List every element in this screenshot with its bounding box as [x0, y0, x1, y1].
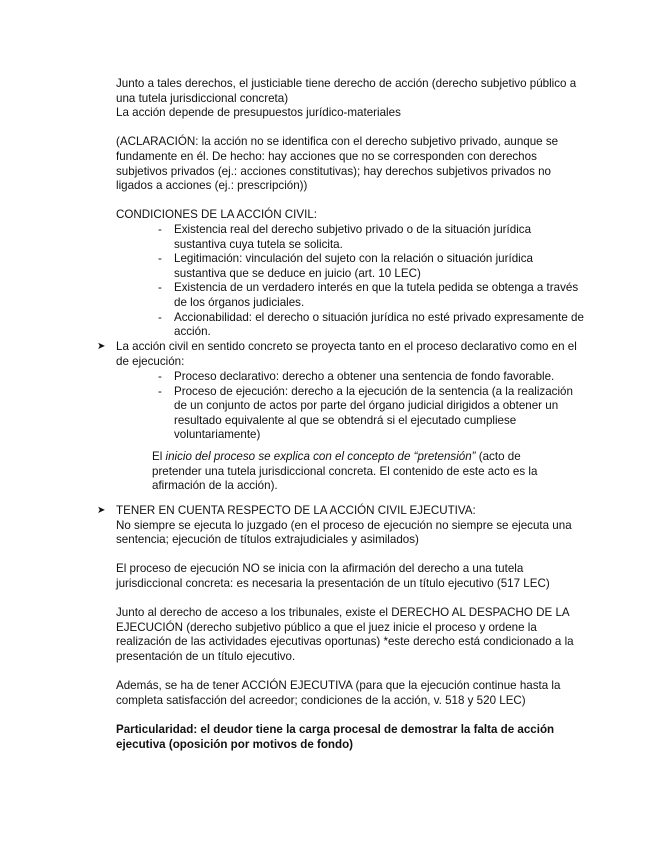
note-italic: inicio del proceso se explica con el concepto de “pretensión” — [165, 450, 476, 463]
list-item: - Existencia real del derecho subjetivo privado o de la situación jurídica sustantiva cuya tutela se solicita. — [158, 223, 532, 251]
intro-paragraph: Junto a tales derechos, el justiciable tiene derecho de acción (derecho subjetivo público a una tutela jurisdiccional concreta) — [116, 77, 577, 105]
ejecutiva-p3: Junto al derecho de acceso a los tribunales, existe el DERECHO AL DESPACHO DE LA EJECUCIÓN (derecho subjetivo público a que el juez inicie el proceso y ordene la realización de las actividades ejecutivas oportunas) *este derecho está condicionado a la presentación de un título ejecutivo. — [116, 606, 574, 663]
ejecutiva-p2: El proceso de ejecución NO se inicia con la afirmación del derecho a una tutela jurisdiccional concreta: es necesaria la presentación de un título ejecutivo (517 LEC) — [116, 562, 550, 590]
condiciones-list — [158, 223, 586, 340]
note-prefix: El — [152, 450, 166, 463]
arrow-bullet-icon: ➤ — [97, 341, 106, 352]
particularidad-paragraph: Particularidad: el deudor tiene la carga procesal de demostrar la falta de acción ejecutiva (oposición por motivos de fondo) — [116, 722, 555, 751]
ejecutiva-heading: TENER EN CUENTA RESPECTO DE LA ACCIÓN CIVIL EJECUTIVA: — [116, 504, 476, 517]
list-item: - Proceso de ejecución: derecho a la ejecución de la sentencia (a la realización de un conjunto de actos por parte del órgano judicial dirigidos a obtener un resultado equivalente al que se obtendrá si el ejecutado cumpliese voluntariamente) — [158, 384, 573, 442]
aclaracion-paragraph: (ACLARACIÓN: la acción no se identifica con el derecho subjetivo privado, aunque se fundamente en él. De hecho: hay acciones que no se corresponden con derechos subjetivos privados (ej.: acciones constitutivas); hay derechos subjetivos privados no ligados a acciones (ej.: prescripción)) — [116, 135, 559, 193]
intro-block — [116, 77, 586, 223]
arrow-bullet-icon: ➤ — [97, 505, 106, 516]
ejecutiva-p4: Además, se ha de tener ACCIÓN EJECUTIVA (para que la ejecución continue hasta la completa satisfacción del acreedor; condiciones de la acción, v. 518 y 520 LEC) — [116, 679, 561, 707]
list-item-text: Existencia de un verdadero interés en que la tutela pedida se obtenga a través de los órganos judiciales. — [174, 281, 579, 309]
note-suffix: (acto de pretender una tutela jurisdiccional concreta. El contenido de este acto es la afirmación de la acción). — [152, 450, 538, 493]
list-item-text: Proceso de ejecución: derecho a la ejecución de la sentencia (a la realización de un conjunto de actos por parte del órgano judicial dirigidos a obtener un resultado equivalente al que se obtendrá si el ejecutado cumpliese voluntariamente) — [174, 384, 573, 442]
ejecutiva-block — [116, 504, 586, 752]
list-item: - Legitimación: vinculación del sujeto con la relación o situación jurídica sustantiva que se deduce en juicio (art. 10 LEC) — [158, 252, 533, 280]
intro-line-presupuestos: La acción depende de presupuestos jurídico-materiales — [116, 106, 401, 120]
condiciones-heading: CONDICIONES DE LA ACCIÓN CIVIL: — [116, 208, 318, 222]
list-item-text: Legitimación: vinculación del sujeto con la relación o situación jurídica sustantiva que se deduce en juicio (art. 10 LEC) — [174, 252, 533, 280]
list-item-text: Existencia real del derecho subjetivo privado o de la situación jurídica sustantiva cuya tutela se solicita. — [174, 223, 532, 251]
sentido-concreto-paragraph: La acción civil en sentido concreto se proyecta tanto en el proceso declarativo como en el de ejecución: — [116, 340, 577, 368]
ejecutiva-p1: No siempre se ejecuta lo juzgado (en el proceso de ejecución no siempre se ejecuta una sentencia; ejecución de títulos extrajudiciales y asimilados) — [116, 518, 572, 547]
pretension-note-text — [152, 450, 572, 494]
list-item-text: Proceso declarativo: derecho a obtener una sentencia de fondo favorable. — [174, 370, 555, 383]
list-item: - Proceso declarativo: derecho a obtener una sentencia de fondo favorable. — [158, 370, 555, 383]
list-item: - Existencia de un verdadero interés en que la tutela pedida se obtenga a través de los órganos judiciales. — [158, 281, 579, 309]
list-item: - Accionabilidad: el derecho o situación jurídica no esté privado expresamente de acción. — [158, 310, 584, 339]
sentido-concreto-list — [158, 370, 586, 443]
sentido-concreto-block — [116, 340, 586, 369]
list-item-text: Accionabilidad: el derecho o situación jurídica no esté privado expresamente de acción. — [174, 310, 584, 339]
pretension-note — [152, 450, 572, 494]
